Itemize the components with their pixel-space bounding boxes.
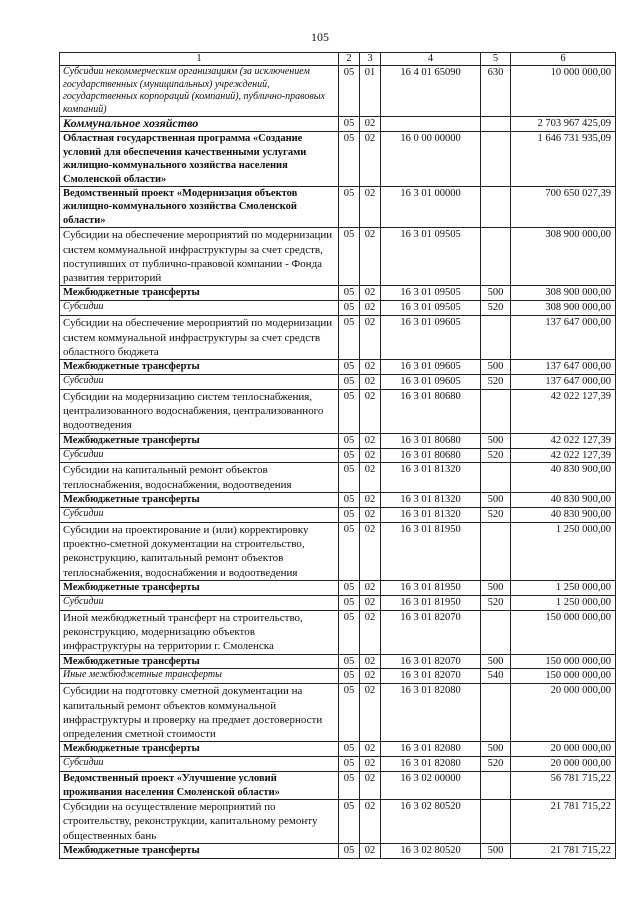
row-name-cell: Субсидии на подготовку сметной документации на капитальный ремонт объектов коммунальной инфраструктуры и проверку на предмет достоверности определения сметной стоимости [60, 684, 339, 742]
table-row [60, 186, 616, 227]
row-expense-type-cell [481, 463, 511, 493]
row-amount-cell: 308 900 000,00 [511, 228, 616, 286]
row-name-cell: Субсидии некоммерческим организациям (за исключением государственных (муниципальных) учреждений, государственных корпораций (компаний), публично-правовых компаний) [60, 66, 339, 117]
row-amount-cell: 308 900 000,00 [511, 286, 616, 301]
header-col-3: 3 [360, 53, 381, 66]
table-row [60, 286, 616, 301]
row-section-cell: 05 [339, 286, 360, 301]
row-target-code-cell: 16 3 01 82070 [381, 669, 481, 684]
row-name-cell: Межбюджетные трансферты [60, 433, 339, 448]
row-name-cell: Субсидии на обеспечение мероприятий по модернизации систем коммунальной инфраструктуры за счет средств, поступивших от публично-правовой компании - Фонда развития территорий [60, 228, 339, 286]
row-section-cell: 05 [339, 654, 360, 669]
row-subsection-cell: 02 [360, 595, 381, 610]
row-subsection-cell: 02 [360, 389, 381, 433]
row-expense-type-cell: 520 [481, 374, 511, 389]
row-name-cell: Коммунальное хозяйство [60, 117, 339, 132]
row-section-cell: 05 [339, 757, 360, 772]
row-section-cell: 05 [339, 360, 360, 375]
row-amount-cell: 137 647 000,00 [511, 316, 616, 360]
table-row [60, 684, 616, 742]
row-expense-type-cell: 540 [481, 669, 511, 684]
table-row [60, 448, 616, 463]
row-section-cell: 05 [339, 595, 360, 610]
table-row [60, 522, 616, 580]
row-target-code-cell: 16 3 01 00000 [381, 186, 481, 227]
row-expense-type-cell: 520 [481, 595, 511, 610]
row-amount-cell: 1 646 731 935,09 [511, 132, 616, 187]
row-expense-type-cell [481, 132, 511, 187]
row-section-cell: 05 [339, 389, 360, 433]
row-section-cell: 05 [339, 374, 360, 389]
row-name-cell: Иные межбюджетные трансферты [60, 669, 339, 684]
row-target-code-cell: 16 3 01 80680 [381, 389, 481, 433]
row-expense-type-cell [481, 117, 511, 132]
row-target-code-cell: 16 3 01 81320 [381, 507, 481, 522]
row-target-code-cell: 16 4 01 65090 [381, 66, 481, 117]
row-name-cell: Областная государственная программа «Создание условий для обеспечения качественными услугами жилищно-коммунального хозяйства населения Смоленской области» [60, 132, 339, 187]
row-section-cell: 05 [339, 522, 360, 580]
row-expense-type-cell [481, 772, 511, 800]
row-section-cell: 05 [339, 316, 360, 360]
row-amount-cell: 1 250 000,00 [511, 595, 616, 610]
row-target-code-cell: 16 3 01 80680 [381, 448, 481, 463]
row-subsection-cell: 02 [360, 843, 381, 858]
row-expense-type-cell [481, 800, 511, 844]
row-section-cell: 05 [339, 507, 360, 522]
row-section-cell: 05 [339, 66, 360, 117]
row-section-cell: 05 [339, 772, 360, 800]
table-body [60, 66, 616, 859]
row-subsection-cell: 02 [360, 286, 381, 301]
row-name-cell: Субсидии на капитальный ремонт объектов теплоснабжения, водоснабжения, водоотведения [60, 463, 339, 493]
row-target-code-cell: 16 3 02 80520 [381, 800, 481, 844]
row-expense-type-cell: 500 [481, 360, 511, 375]
table-row [60, 843, 616, 858]
row-target-code-cell: 16 3 01 82080 [381, 757, 481, 772]
table-header-row [60, 53, 616, 66]
table-row [60, 654, 616, 669]
row-amount-cell: 40 830 900,00 [511, 463, 616, 493]
row-amount-cell: 150 000 000,00 [511, 654, 616, 669]
table-row [60, 117, 616, 132]
row-target-code-cell: 16 3 01 81320 [381, 463, 481, 493]
row-name-cell: Субсидии на осуществление мероприятий по строительству, реконструкции, капитальному ремонту общественных бань [60, 800, 339, 844]
row-name-cell: Иной межбюджетный трансферт на строительство, реконструкцию, модернизацию объектов инфраструктуры на территории г. Смоленска [60, 610, 339, 654]
row-section-cell: 05 [339, 800, 360, 844]
row-target-code-cell: 16 3 01 81950 [381, 580, 481, 595]
row-amount-cell: 20 000 000,00 [511, 742, 616, 757]
row-subsection-cell: 02 [360, 654, 381, 669]
row-expense-type-cell [481, 186, 511, 227]
row-section-cell: 05 [339, 301, 360, 316]
row-section-cell: 05 [339, 580, 360, 595]
row-name-cell: Межбюджетные трансферты [60, 360, 339, 375]
table-row [60, 66, 616, 117]
row-section-cell: 05 [339, 117, 360, 132]
row-expense-type-cell [481, 522, 511, 580]
row-amount-cell: 21 781 715,22 [511, 800, 616, 844]
row-name-cell: Межбюджетные трансферты [60, 580, 339, 595]
row-subsection-cell: 02 [360, 684, 381, 742]
row-expense-type-cell [481, 316, 511, 360]
row-amount-cell: 20 000 000,00 [511, 757, 616, 772]
row-amount-cell: 21 781 715,22 [511, 843, 616, 858]
row-name-cell: Субсидии [60, 374, 339, 389]
row-target-code-cell: 16 3 01 81950 [381, 595, 481, 610]
row-name-cell: Субсидии на обеспечение мероприятий по модернизации систем коммунальной инфраструктуры за счет средств областного бюджета [60, 316, 339, 360]
row-subsection-cell: 02 [360, 316, 381, 360]
row-target-code-cell: 16 3 01 80680 [381, 433, 481, 448]
header-col-5: 5 [481, 53, 511, 66]
row-expense-type-cell: 520 [481, 301, 511, 316]
row-subsection-cell: 02 [360, 360, 381, 375]
row-expense-type-cell [481, 684, 511, 742]
table-row [60, 493, 616, 508]
row-subsection-cell: 02 [360, 463, 381, 493]
row-section-cell: 05 [339, 448, 360, 463]
row-target-code-cell: 16 3 01 09605 [381, 374, 481, 389]
row-name-cell: Субсидии [60, 507, 339, 522]
row-amount-cell: 20 000 000,00 [511, 684, 616, 742]
row-target-code-cell: 16 3 01 82070 [381, 610, 481, 654]
row-target-code-cell: 16 0 00 00000 [381, 132, 481, 187]
row-target-code-cell: 16 3 01 09505 [381, 228, 481, 286]
row-expense-type-cell: 500 [481, 493, 511, 508]
row-expense-type-cell: 500 [481, 433, 511, 448]
row-amount-cell: 150 000 000,00 [511, 669, 616, 684]
row-name-cell: Ведомственный проект «Модернизация объектов жилищно-коммунального хозяйства Смоленской области» [60, 186, 339, 227]
row-amount-cell: 40 830 900,00 [511, 507, 616, 522]
header-col-2: 2 [339, 53, 360, 66]
row-expense-type-cell [481, 389, 511, 433]
row-subsection-cell: 02 [360, 507, 381, 522]
row-expense-type-cell [481, 610, 511, 654]
row-subsection-cell: 02 [360, 228, 381, 286]
row-expense-type-cell: 500 [481, 654, 511, 669]
row-target-code-cell: 16 3 02 80520 [381, 843, 481, 858]
header-col-1: 1 [60, 53, 339, 66]
row-expense-type-cell: 500 [481, 286, 511, 301]
row-name-cell: Межбюджетные трансферты [60, 843, 339, 858]
row-subsection-cell: 02 [360, 433, 381, 448]
row-subsection-cell: 02 [360, 186, 381, 227]
table-row [60, 610, 616, 654]
table-row [60, 742, 616, 757]
row-expense-type-cell: 500 [481, 843, 511, 858]
row-name-cell: Межбюджетные трансферты [60, 493, 339, 508]
table-row [60, 316, 616, 360]
row-subsection-cell: 02 [360, 493, 381, 508]
row-expense-type-cell: 520 [481, 757, 511, 772]
row-subsection-cell: 02 [360, 800, 381, 844]
table-row [60, 374, 616, 389]
row-amount-cell: 42 022 127,39 [511, 433, 616, 448]
row-target-code-cell: 16 3 01 09505 [381, 286, 481, 301]
row-expense-type-cell: 520 [481, 448, 511, 463]
row-section-cell: 05 [339, 610, 360, 654]
row-subsection-cell: 02 [360, 132, 381, 187]
row-expense-type-cell [481, 228, 511, 286]
row-amount-cell: 2 703 967 425,09 [511, 117, 616, 132]
row-amount-cell: 42 022 127,39 [511, 389, 616, 433]
row-target-code-cell: 16 3 01 81950 [381, 522, 481, 580]
row-target-code-cell: 16 3 01 09605 [381, 360, 481, 375]
row-amount-cell: 56 781 715,22 [511, 772, 616, 800]
row-subsection-cell: 02 [360, 757, 381, 772]
row-target-code-cell: 16 3 01 81320 [381, 493, 481, 508]
row-amount-cell: 1 250 000,00 [511, 522, 616, 580]
row-amount-cell: 137 647 000,00 [511, 374, 616, 389]
row-name-cell: Субсидии [60, 448, 339, 463]
row-section-cell: 05 [339, 186, 360, 227]
table-row [60, 772, 616, 800]
page-number: 105 [311, 30, 329, 44]
row-name-cell: Межбюджетные трансферты [60, 654, 339, 669]
row-amount-cell: 42 022 127,39 [511, 448, 616, 463]
row-target-code-cell: 16 3 01 09605 [381, 316, 481, 360]
row-target-code-cell: 16 3 01 82070 [381, 654, 481, 669]
table-row [60, 228, 616, 286]
table-row [60, 301, 616, 316]
row-expense-type-cell: 520 [481, 507, 511, 522]
budget-table [59, 52, 616, 859]
table-row [60, 360, 616, 375]
table-row [60, 580, 616, 595]
row-name-cell: Субсидии [60, 595, 339, 610]
row-section-cell: 05 [339, 433, 360, 448]
row-expense-type-cell: 630 [481, 66, 511, 117]
row-section-cell: 05 [339, 132, 360, 187]
row-name-cell: Субсидии [60, 757, 339, 772]
row-subsection-cell: 02 [360, 117, 381, 132]
table-row [60, 132, 616, 187]
row-amount-cell: 10 000 000,00 [511, 66, 616, 117]
row-amount-cell: 150 000 000,00 [511, 610, 616, 654]
row-subsection-cell: 02 [360, 772, 381, 800]
row-amount-cell: 700 650 027,39 [511, 186, 616, 227]
row-section-cell: 05 [339, 228, 360, 286]
row-amount-cell: 1 250 000,00 [511, 580, 616, 595]
row-subsection-cell: 02 [360, 522, 381, 580]
row-subsection-cell: 02 [360, 580, 381, 595]
row-section-cell: 05 [339, 843, 360, 858]
row-subsection-cell: 02 [360, 610, 381, 654]
header-col-6: 6 [511, 53, 616, 66]
row-section-cell: 05 [339, 669, 360, 684]
row-subsection-cell: 01 [360, 66, 381, 117]
table-row [60, 669, 616, 684]
table-row [60, 463, 616, 493]
row-amount-cell: 137 647 000,00 [511, 360, 616, 375]
row-name-cell: Субсидии на проектирование и (или) корректировку проектно-сметной документации на строительство, реконструкцию, капитальный ремонт объектов теплоснабжения, водоснабжения и водоотведения [60, 522, 339, 580]
row-section-cell: 05 [339, 742, 360, 757]
table-row [60, 507, 616, 522]
table-row [60, 595, 616, 610]
row-name-cell: Субсидии на модернизацию систем теплоснабжения, централизованного водоснабжения, централизованного водоотведения [60, 389, 339, 433]
row-subsection-cell: 02 [360, 374, 381, 389]
row-expense-type-cell: 500 [481, 580, 511, 595]
row-subsection-cell: 02 [360, 742, 381, 757]
header-col-4: 4 [381, 53, 481, 66]
row-target-code-cell: 16 3 01 82080 [381, 742, 481, 757]
table-row [60, 389, 616, 433]
row-subsection-cell: 02 [360, 301, 381, 316]
row-amount-cell: 308 900 000,00 [511, 301, 616, 316]
row-subsection-cell: 02 [360, 448, 381, 463]
row-target-code-cell: 16 3 02 00000 [381, 772, 481, 800]
row-amount-cell: 40 830 900,00 [511, 493, 616, 508]
row-name-cell: Межбюджетные трансферты [60, 286, 339, 301]
row-name-cell: Субсидии [60, 301, 339, 316]
table-row [60, 757, 616, 772]
row-section-cell: 05 [339, 493, 360, 508]
row-section-cell: 05 [339, 463, 360, 493]
row-target-code-cell: 16 3 01 09505 [381, 301, 481, 316]
row-expense-type-cell: 500 [481, 742, 511, 757]
table-row [60, 800, 616, 844]
row-target-code-cell [381, 117, 481, 132]
table-row [60, 433, 616, 448]
row-name-cell: Ведомственный проект «Улучшение условий проживания населения Смоленской области» [60, 772, 339, 800]
row-subsection-cell: 02 [360, 669, 381, 684]
row-target-code-cell: 16 3 01 82080 [381, 684, 481, 742]
row-section-cell: 05 [339, 684, 360, 742]
row-name-cell: Межбюджетные трансферты [60, 742, 339, 757]
